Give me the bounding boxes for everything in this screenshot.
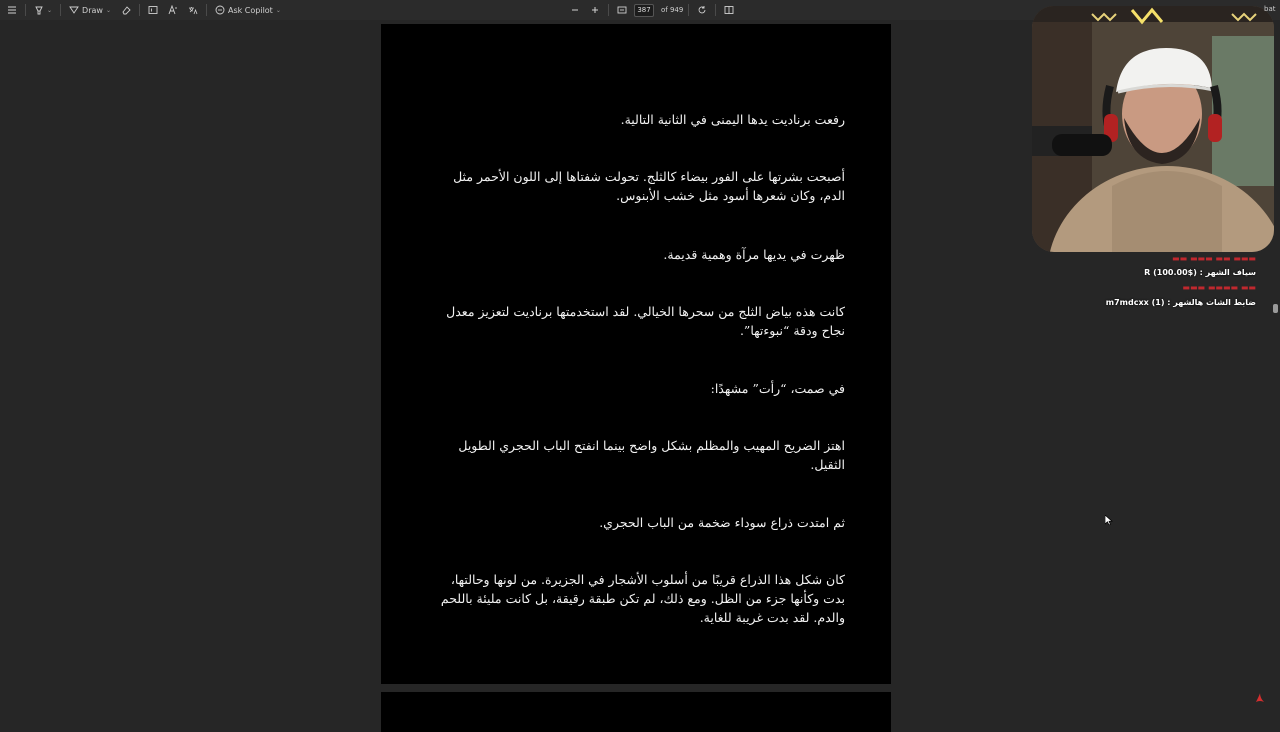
text-box-icon [148, 5, 158, 15]
paragraph: اهتز الضريح المهيب والمظلم بشكل واضح بينما انفتح الباب الحجري الطويل الثقيل. [458, 438, 845, 472]
pdf-page [381, 24, 891, 684]
stream-notice: ▬▬ ▬▬▬▬ ▬▬▬ [1182, 283, 1256, 292]
minus-icon [570, 5, 580, 15]
paragraph: أصبحت بشرتها على الفور بيضاء كالثلج. تحولت شفتاها إلى اللون الأحمر مثل الدم، وكان شعرها أسود مثل خشب الأبنوس. [453, 169, 845, 203]
paragraph: ظهرت في يديها مرآة وهمية قديمة. [663, 247, 845, 262]
webcam-overlay [1032, 6, 1274, 252]
page-total: of 949 [661, 6, 684, 14]
translate-button[interactable] [183, 0, 203, 20]
fit-page-icon [617, 5, 627, 15]
draw-label: Draw [82, 5, 103, 15]
chevron-down-icon: ⌄ [275, 6, 281, 14]
paragraph: في صمت، “رأت” مشهدًا: [710, 381, 845, 396]
eraser-icon [121, 5, 131, 15]
plus-icon [590, 5, 600, 15]
copilot-icon [215, 5, 225, 15]
toolbar-center-group [565, 0, 739, 20]
toolbar-divider [60, 4, 61, 16]
paragraph: كان شكل هذا الذراع قريبًا من أسلوب الأشجار في الجزيرة. من لونها وحالتها، بدت وكأنها جزء من الظل. ومع ذلك، لم تكن طبقة رقيقة، بل كانت مليئة باللحم والدم. لقد بدت غريبة للغاية. [440, 572, 845, 625]
list-icon [7, 5, 17, 15]
toolbar-divider [715, 4, 716, 16]
highlight-button[interactable] [29, 0, 57, 20]
page-view-icon [724, 5, 734, 15]
toolbar-divider [139, 4, 140, 16]
toolbar-divider [608, 4, 609, 16]
highlighter-icon [34, 5, 44, 15]
page-number-input[interactable] [634, 4, 654, 17]
next-pdf-page [381, 692, 891, 732]
chevron-down-icon: ⌄ [47, 6, 53, 14]
chevron-down-icon: ⌄ [105, 6, 111, 14]
paragraph: كانت هذه بياض الثلج من سحرها الخيالي. لقد استخدمتها برناديت لتعزيز معدل نجاح ودقة “نبوءتها”. [446, 304, 845, 338]
rotate-icon [697, 5, 707, 15]
read-aloud-button[interactable] [163, 0, 183, 20]
ask-copilot-label: Ask Copilot [227, 5, 273, 15]
toolbar-divider [688, 4, 689, 16]
text-box-button[interactable] [143, 0, 163, 20]
zoom-out-button[interactable] [565, 0, 585, 20]
zoom-in-button[interactable] [585, 0, 605, 20]
streamer-webcam-image [1032, 6, 1274, 252]
toolbar-left-group [2, 0, 286, 20]
top-chatter-text: ضابط الشات هالشهر : (1) m7mdcxx [1105, 298, 1256, 307]
fit-page-button[interactable] [612, 0, 632, 20]
draw-button[interactable] [64, 0, 116, 20]
translate-icon [188, 5, 198, 15]
ask-copilot-button[interactable] [210, 0, 286, 20]
paragraph: ثم امتدت ذراع سوداء ضخمة من الباب الحجري. [599, 515, 845, 530]
mouse-cursor-icon [1105, 515, 1113, 525]
toolbar-divider [25, 4, 26, 16]
stream-notice: ▬▬▬ ▬▬ ▬▬▬ ▬▬ [1172, 254, 1256, 263]
pdf-app-icon [1254, 692, 1266, 704]
read-aloud-icon [168, 5, 178, 15]
toolbar-divider [206, 4, 207, 16]
erase-button[interactable] [116, 0, 136, 20]
rotate-button[interactable] [692, 0, 712, 20]
corner-label: bat [1264, 5, 1276, 13]
top-donor-text: سياف الشهر : ($100.00) R [1144, 268, 1256, 277]
page-selector [632, 0, 685, 20]
page-view-button[interactable] [719, 0, 739, 20]
contents-button[interactable] [2, 0, 22, 20]
scrollbar-thumb[interactable] [1273, 304, 1278, 313]
paragraph: رفعت برناديت يدها اليمنى في الثانية التالية. [620, 112, 845, 127]
draw-icon [69, 5, 79, 15]
